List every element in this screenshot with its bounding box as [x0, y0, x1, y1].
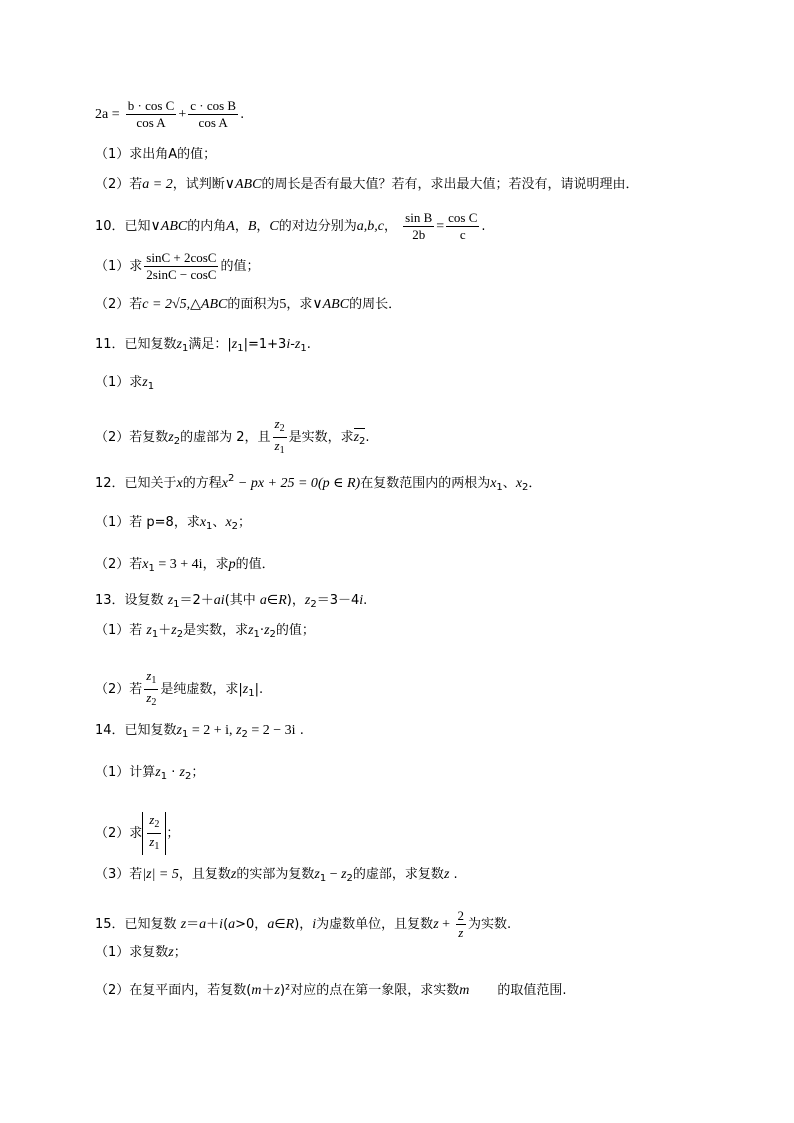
q12-part-1: （1）若 p=8，求$x_1$、$x_2$； — [95, 515, 252, 532]
q10-part-1: （1）求 $\frac{\sin C + 2\cos C}{2\sin C - \cos C}$ 的值； — [95, 250, 260, 282]
fraction: $\frac{z_2}{z_1}$ — [274, 416, 285, 456]
fraction: $\frac{\text{sin B}}{2b}$ — [405, 210, 433, 242]
q9-part-1: （1）求出角A的值； — [95, 147, 217, 162]
q13-stem: 13．设复数 $z_1=2+ai$(其中 a∈R)，$z_2=3-4i$. — [95, 593, 368, 610]
fraction: $\frac{\text{b · cos C}}{\text{cos A}}$ — [127, 98, 175, 130]
fraction: $\frac{z_1}{z_2}$ — [146, 668, 157, 708]
q15-part-1: （1）求复数z； — [95, 945, 187, 960]
fraction: $\frac{\text{cos C}}{c}$ — [448, 210, 478, 242]
fraction: $\frac{\text{c · cos B}}{\text{cos A}}$ — [190, 98, 237, 130]
q12-part-2: （2）若$x_1 = 3 + 4i$，求p的值． — [95, 557, 275, 574]
q13-part-2: （2）若 $\frac{z_1}{z_2}$ 是纯虚数，求$|z_1|$. — [95, 668, 263, 711]
q14-stem: 14．已知复数$z_1 = 2 + i$, $z_2 = 2 - 3i$ . — [95, 723, 304, 740]
q14-part-2: （2）求 $\frac{z_2}{z_1}$ ； — [95, 812, 179, 855]
q11-part-2: （2）若复数$z_2$的虚部为 2，且 $\frac{z_2}{z_1}$ 是实数，求$z_2$. — [95, 416, 370, 459]
q9-equation: 2a = $\frac{\text{b · cos C}}{\text{cos A}}$ + $\frac{\text{c · cos B}}{\text{cos A}}$ . — [95, 98, 245, 130]
q11-stem: 11．已知复数$z_1$满足：$|z_1|=1+3i-z_1$. — [95, 337, 311, 354]
q12-stem: 12．已知关于x的方程$x^2$ − px + 25 = 0(p ∈ R)在复数范围内的两根为$x_1$、$x_2$． — [95, 473, 542, 493]
q9-part-2: （2）若a = 2，试判断∨ABC的周长是否有最大值？若有，求出最大值；若没有，请说明理由． — [95, 177, 639, 192]
q15-stem: 15．已知复数 z＝a＋i(a>0，a∈R)，i为虚数单位，且复数z + $\frac{2}{z}$ 为实数. — [95, 908, 512, 940]
absolute-value — [142, 812, 166, 855]
fraction: $\frac{2}{z}$ — [457, 908, 465, 940]
q13-part-1: （1）若 $z_1+z_2$是实数，求$z_1\cdot z_2$的值； — [95, 623, 315, 640]
fraction: $\frac{z_2}{z_1}$ — [149, 812, 160, 852]
q15-part-2: （2）在复平面内，若复数(m＋z)²对应的点在第一象限，求实数m 的取值范围. — [95, 983, 567, 998]
q14-part-1: （1）计算$z_1 \cdot z_2$； — [95, 765, 205, 782]
fraction: $\frac{\sin C + 2\cos C}{2\sin C - \cos C}$ — [146, 250, 217, 282]
q11-part-1: （1）求$z_1$ — [95, 375, 155, 392]
q10-part-2: （2）若c = 2√5,△ABC的面积为5，求∨ABC的周长． — [95, 297, 402, 312]
q10-stem: 10．已知∨ABC的内角A，B，C的对边分别为a,b,c， $\frac{\text{sin B}}{2b}$ = $\frac{\text{cos C}}{c}$ . — [95, 210, 486, 242]
q14-part-3: （3）若|z| = 5，且复数z的实部为复数$z_1 - z_2$的虚部，求复数z . — [95, 867, 458, 884]
